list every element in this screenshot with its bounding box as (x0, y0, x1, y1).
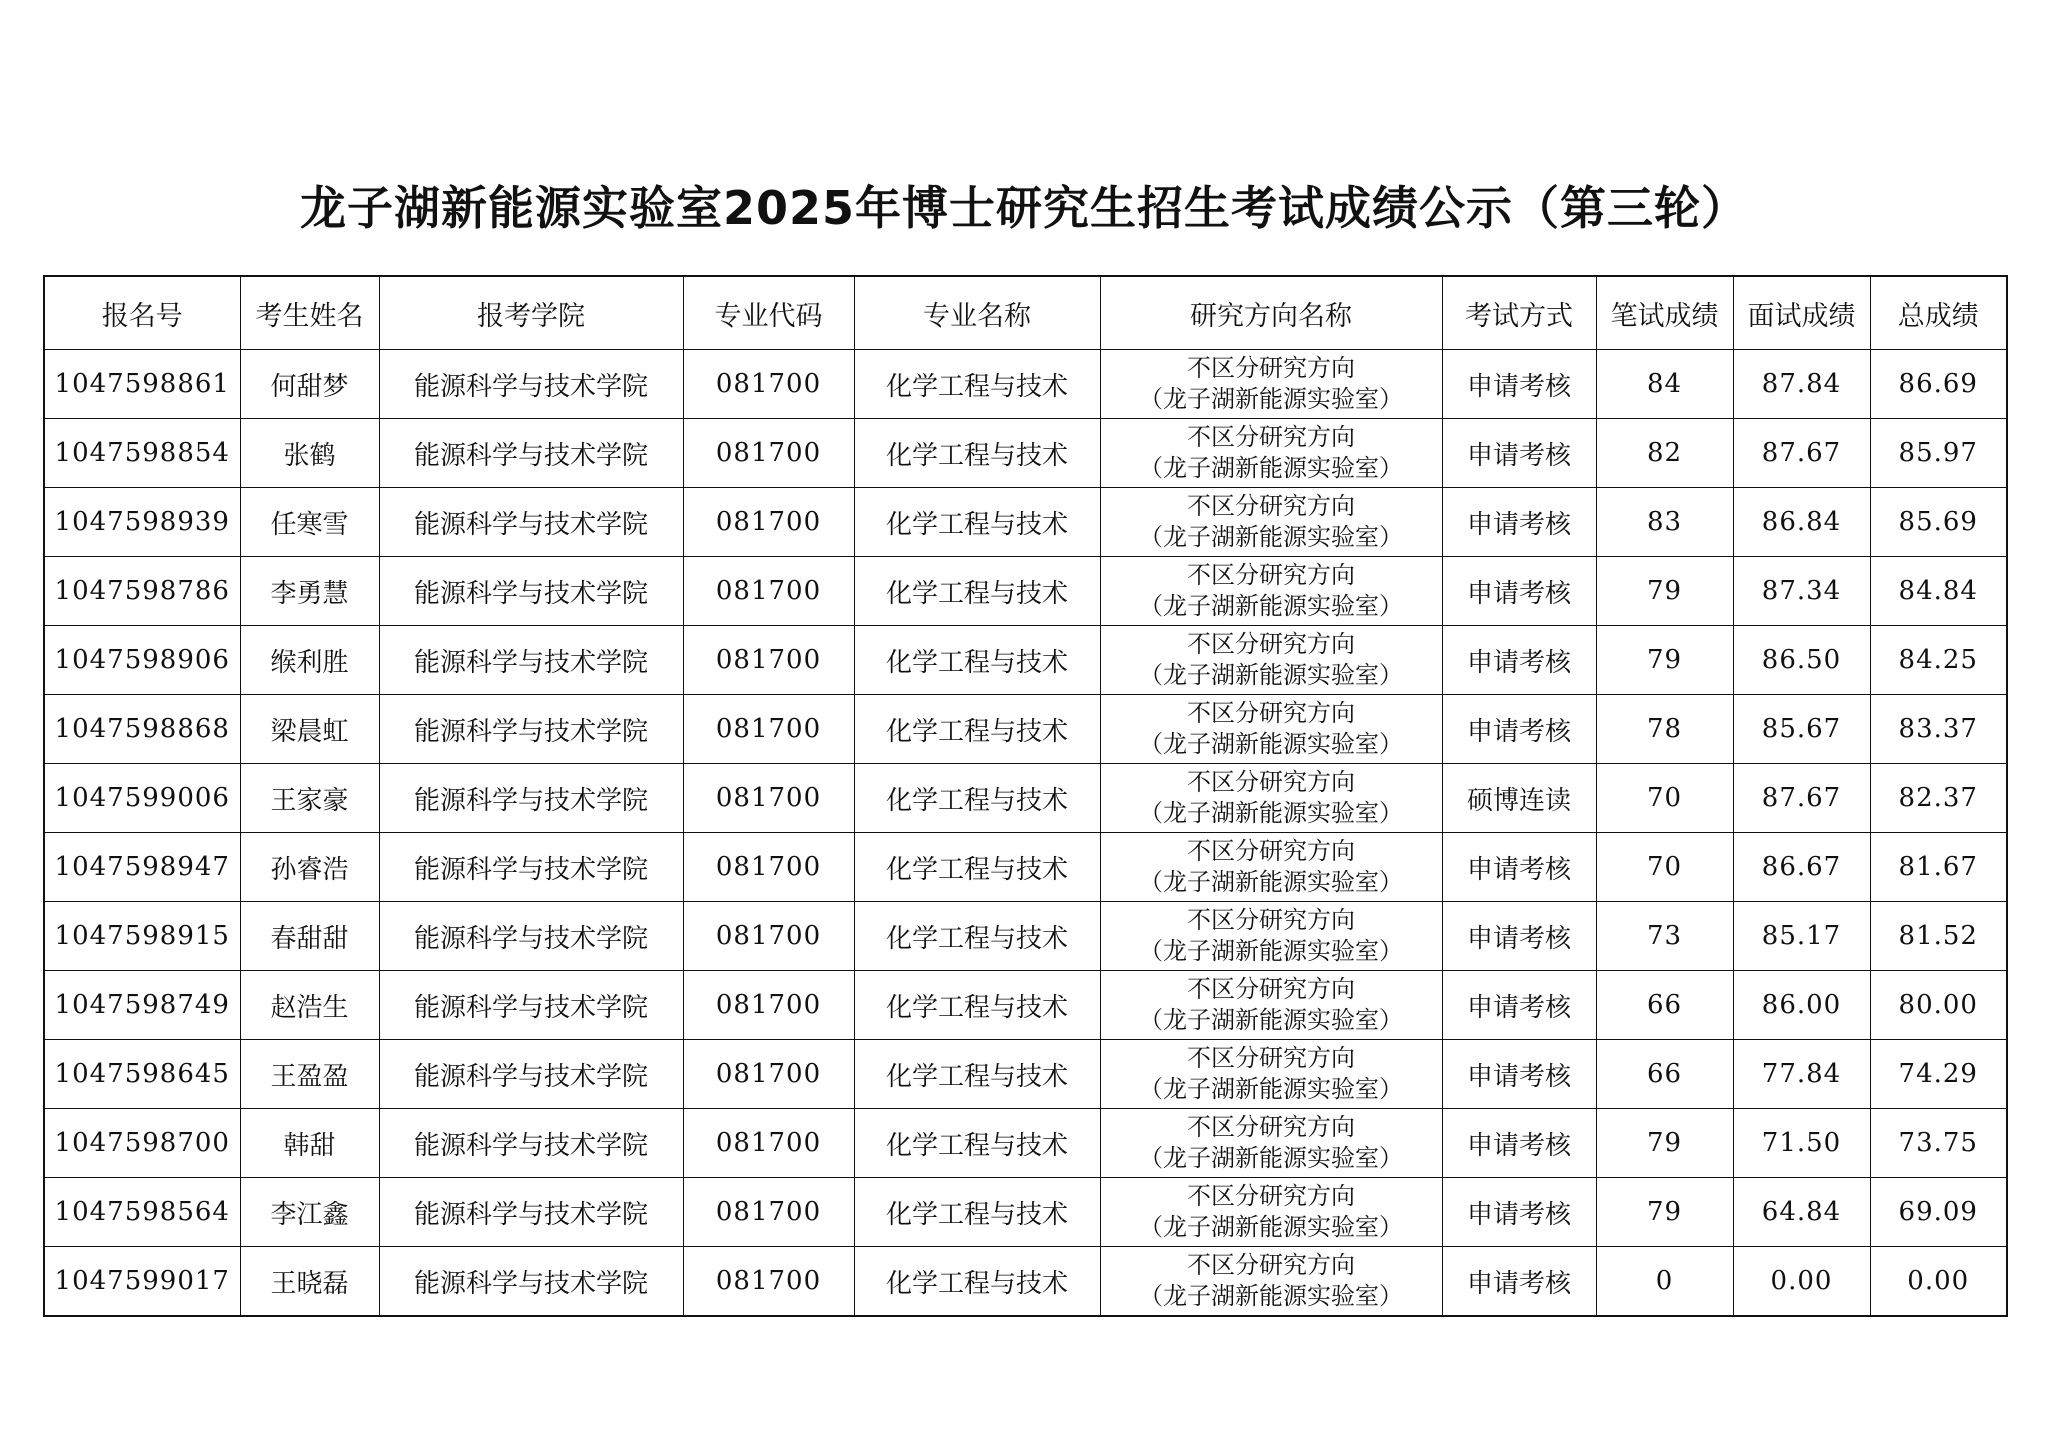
cell-registration-no: 1047598947 (44, 833, 240, 902)
cell-college: 能源科学与技术学院 (379, 1109, 683, 1178)
cell-registration-no: 1047598939 (44, 488, 240, 557)
table-row (44, 488, 2007, 557)
cell-research-direction (1100, 419, 1442, 488)
direction-line-2: （龙子湖新能源实验室） (1139, 592, 1403, 620)
cell-total-score: 82.37 (1870, 764, 2007, 833)
cell-major-name: 化学工程与技术 (854, 971, 1100, 1040)
direction-line-2: （龙子湖新能源实验室） (1139, 1075, 1403, 1103)
cell-registration-no: 1047598915 (44, 902, 240, 971)
cell-registration-no: 1047598645 (44, 1040, 240, 1109)
table-row (44, 350, 2007, 419)
cell-research-direction (1100, 350, 1442, 419)
table-row (44, 419, 2007, 488)
cell-written-score: 79 (1596, 1109, 1733, 1178)
cell-exam-method: 申请考核 (1442, 626, 1596, 695)
cell-candidate-name: 张鹤 (240, 419, 379, 488)
cell-exam-method: 申请考核 (1442, 419, 1596, 488)
cell-research-direction (1100, 1109, 1442, 1178)
header-major-code: 专业代码 (683, 276, 854, 350)
cell-candidate-name: 王盈盈 (240, 1040, 379, 1109)
direction-line-1: 不区分研究方向 (1187, 1182, 1355, 1210)
cell-candidate-name: 王家豪 (240, 764, 379, 833)
cell-exam-method: 申请考核 (1442, 1040, 1596, 1109)
table-row (44, 1109, 2007, 1178)
table-row (44, 626, 2007, 695)
cell-exam-method: 申请考核 (1442, 350, 1596, 419)
cell-interview-score: 87.67 (1733, 419, 1870, 488)
cell-written-score: 82 (1596, 419, 1733, 488)
cell-major-name: 化学工程与技术 (854, 695, 1100, 764)
cell-exam-method: 硕博连读 (1442, 764, 1596, 833)
table-row (44, 557, 2007, 626)
table-row (44, 1040, 2007, 1109)
header-registration-no: 报名号 (44, 276, 240, 350)
cell-interview-score: 87.84 (1733, 350, 1870, 419)
cell-total-score: 86.69 (1870, 350, 2007, 419)
direction-line-1: 不区分研究方向 (1187, 1251, 1355, 1279)
cell-research-direction (1100, 902, 1442, 971)
cell-registration-no: 1047598564 (44, 1178, 240, 1247)
cell-research-direction (1100, 971, 1442, 1040)
cell-candidate-name: 赵浩生 (240, 971, 379, 1040)
direction-line-1: 不区分研究方向 (1187, 423, 1355, 451)
cell-exam-method: 申请考核 (1442, 1178, 1596, 1247)
cell-major-name: 化学工程与技术 (854, 626, 1100, 695)
cell-candidate-name: 孙睿浩 (240, 833, 379, 902)
cell-major-code: 081700 (683, 764, 854, 833)
cell-major-code: 081700 (683, 902, 854, 971)
cell-registration-no: 1047598854 (44, 419, 240, 488)
cell-interview-score: 87.67 (1733, 764, 1870, 833)
cell-interview-score: 0.00 (1733, 1247, 1870, 1317)
score-table (43, 275, 2008, 1317)
cell-college: 能源科学与技术学院 (379, 1247, 683, 1317)
direction-line-1: 不区分研究方向 (1187, 354, 1355, 382)
cell-major-code: 081700 (683, 350, 854, 419)
direction-line-2: （龙子湖新能源实验室） (1139, 730, 1403, 758)
header-interview-score: 面试成绩 (1733, 276, 1870, 350)
cell-major-code: 081700 (683, 1178, 854, 1247)
direction-line-1: 不区分研究方向 (1187, 561, 1355, 589)
cell-major-code: 081700 (683, 833, 854, 902)
cell-research-direction (1100, 1040, 1442, 1109)
cell-candidate-name: 韩甜 (240, 1109, 379, 1178)
cell-written-score: 79 (1596, 557, 1733, 626)
cell-registration-no: 1047598786 (44, 557, 240, 626)
cell-total-score: 73.75 (1870, 1109, 2007, 1178)
direction-line-2: （龙子湖新能源实验室） (1139, 385, 1403, 413)
cell-exam-method: 申请考核 (1442, 488, 1596, 557)
table-row (44, 764, 2007, 833)
header-research-direction: 研究方向名称 (1100, 276, 1442, 350)
cell-written-score: 83 (1596, 488, 1733, 557)
header-total-score: 总成绩 (1870, 276, 2007, 350)
cell-major-code: 081700 (683, 971, 854, 1040)
cell-major-code: 081700 (683, 557, 854, 626)
cell-total-score: 85.69 (1870, 488, 2007, 557)
header-candidate-name: 考生姓名 (240, 276, 379, 350)
direction-line-2: （龙子湖新能源实验室） (1139, 1213, 1403, 1241)
cell-interview-score: 87.34 (1733, 557, 1870, 626)
cell-written-score: 70 (1596, 833, 1733, 902)
cell-exam-method: 申请考核 (1442, 902, 1596, 971)
cell-research-direction (1100, 695, 1442, 764)
cell-exam-method: 申请考核 (1442, 1247, 1596, 1317)
direction-line-2: （龙子湖新能源实验室） (1139, 1282, 1403, 1310)
cell-major-code: 081700 (683, 1247, 854, 1317)
cell-written-score: 78 (1596, 695, 1733, 764)
direction-line-1: 不区分研究方向 (1187, 699, 1355, 727)
direction-line-1: 不区分研究方向 (1187, 975, 1355, 1003)
direction-line-2: （龙子湖新能源实验室） (1139, 454, 1403, 482)
cell-interview-score: 85.67 (1733, 695, 1870, 764)
header-row (44, 276, 2007, 350)
cell-exam-method: 申请考核 (1442, 557, 1596, 626)
header-major-name: 专业名称 (854, 276, 1100, 350)
cell-interview-score: 85.17 (1733, 902, 1870, 971)
cell-registration-no: 1047598700 (44, 1109, 240, 1178)
table-row (44, 971, 2007, 1040)
page-title: 龙子湖新能源实验室2025年博士研究生招生考试成绩公示（第三轮） (299, 181, 1749, 235)
header-exam-method: 考试方式 (1442, 276, 1596, 350)
cell-written-score: 79 (1596, 1178, 1733, 1247)
cell-written-score: 66 (1596, 971, 1733, 1040)
cell-exam-method: 申请考核 (1442, 695, 1596, 764)
cell-research-direction (1100, 1178, 1442, 1247)
cell-major-name: 化学工程与技术 (854, 1040, 1100, 1109)
cell-research-direction (1100, 1247, 1442, 1317)
cell-major-name: 化学工程与技术 (854, 833, 1100, 902)
direction-line-1: 不区分研究方向 (1187, 630, 1355, 658)
cell-interview-score: 86.67 (1733, 833, 1870, 902)
cell-major-code: 081700 (683, 1040, 854, 1109)
direction-line-2: （龙子湖新能源实验室） (1139, 937, 1403, 965)
cell-written-score: 73 (1596, 902, 1733, 971)
cell-exam-method: 申请考核 (1442, 971, 1596, 1040)
cell-registration-no: 1047598749 (44, 971, 240, 1040)
cell-total-score: 80.00 (1870, 971, 2007, 1040)
cell-research-direction (1100, 488, 1442, 557)
cell-college: 能源科学与技术学院 (379, 764, 683, 833)
direction-line-2: （龙子湖新能源实验室） (1139, 799, 1403, 827)
cell-major-name: 化学工程与技术 (854, 557, 1100, 626)
cell-written-score: 79 (1596, 626, 1733, 695)
direction-line-2: （龙子湖新能源实验室） (1139, 1144, 1403, 1172)
cell-research-direction (1100, 764, 1442, 833)
cell-major-name: 化学工程与技术 (854, 1247, 1100, 1317)
cell-exam-method: 申请考核 (1442, 1109, 1596, 1178)
cell-major-name: 化学工程与技术 (854, 488, 1100, 557)
cell-total-score: 0.00 (1870, 1247, 2007, 1317)
cell-interview-score: 77.84 (1733, 1040, 1870, 1109)
cell-major-name: 化学工程与技术 (854, 350, 1100, 419)
cell-total-score: 83.37 (1870, 695, 2007, 764)
header-college: 报考学院 (379, 276, 683, 350)
cell-college: 能源科学与技术学院 (379, 557, 683, 626)
cell-registration-no: 1047599006 (44, 764, 240, 833)
cell-interview-score: 86.50 (1733, 626, 1870, 695)
cell-college: 能源科学与技术学院 (379, 488, 683, 557)
cell-total-score: 85.97 (1870, 419, 2007, 488)
cell-research-direction (1100, 833, 1442, 902)
cell-candidate-name: 何甜梦 (240, 350, 379, 419)
table-row (44, 695, 2007, 764)
cell-interview-score: 71.50 (1733, 1109, 1870, 1178)
direction-line-2: （龙子湖新能源实验室） (1139, 661, 1403, 689)
cell-college: 能源科学与技术学院 (379, 695, 683, 764)
cell-major-name: 化学工程与技术 (854, 1109, 1100, 1178)
cell-interview-score: 86.84 (1733, 488, 1870, 557)
cell-registration-no: 1047598906 (44, 626, 240, 695)
cell-candidate-name: 李勇慧 (240, 557, 379, 626)
cell-major-code: 081700 (683, 1109, 854, 1178)
cell-total-score: 84.84 (1870, 557, 2007, 626)
table-row (44, 833, 2007, 902)
cell-written-score: 70 (1596, 764, 1733, 833)
cell-candidate-name: 任寒雪 (240, 488, 379, 557)
cell-registration-no: 1047599017 (44, 1247, 240, 1317)
cell-major-code: 081700 (683, 626, 854, 695)
direction-line-1: 不区分研究方向 (1187, 906, 1355, 934)
cell-major-name: 化学工程与技术 (854, 1178, 1100, 1247)
cell-registration-no: 1047598868 (44, 695, 240, 764)
direction-line-2: （龙子湖新能源实验室） (1139, 523, 1403, 551)
cell-written-score: 0 (1596, 1247, 1733, 1317)
cell-major-name: 化学工程与技术 (854, 419, 1100, 488)
cell-major-name: 化学工程与技术 (854, 764, 1100, 833)
cell-research-direction (1100, 626, 1442, 695)
cell-interview-score: 86.00 (1733, 971, 1870, 1040)
cell-registration-no: 1047598861 (44, 350, 240, 419)
cell-candidate-name: 梁晨虹 (240, 695, 379, 764)
direction-line-1: 不区分研究方向 (1187, 837, 1355, 865)
cell-college: 能源科学与技术学院 (379, 1178, 683, 1247)
cell-candidate-name: 王晓磊 (240, 1247, 379, 1317)
cell-college: 能源科学与技术学院 (379, 833, 683, 902)
direction-line-1: 不区分研究方向 (1187, 492, 1355, 520)
cell-total-score: 81.52 (1870, 902, 2007, 971)
cell-total-score: 84.25 (1870, 626, 2007, 695)
cell-college: 能源科学与技术学院 (379, 419, 683, 488)
direction-line-1: 不区分研究方向 (1187, 768, 1355, 796)
cell-total-score: 69.09 (1870, 1178, 2007, 1247)
cell-candidate-name: 春甜甜 (240, 902, 379, 971)
cell-written-score: 66 (1596, 1040, 1733, 1109)
cell-exam-method: 申请考核 (1442, 833, 1596, 902)
cell-research-direction (1100, 557, 1442, 626)
cell-college: 能源科学与技术学院 (379, 350, 683, 419)
cell-major-code: 081700 (683, 695, 854, 764)
cell-college: 能源科学与技术学院 (379, 902, 683, 971)
cell-candidate-name: 李江鑫 (240, 1178, 379, 1247)
cell-college: 能源科学与技术学院 (379, 971, 683, 1040)
cell-major-code: 081700 (683, 419, 854, 488)
table-row (44, 902, 2007, 971)
cell-major-code: 081700 (683, 488, 854, 557)
direction-line-1: 不区分研究方向 (1187, 1044, 1355, 1072)
cell-candidate-name: 缑利胜 (240, 626, 379, 695)
direction-line-2: （龙子湖新能源实验室） (1139, 1006, 1403, 1034)
direction-line-2: （龙子湖新能源实验室） (1139, 868, 1403, 896)
cell-college: 能源科学与技术学院 (379, 1040, 683, 1109)
cell-total-score: 74.29 (1870, 1040, 2007, 1109)
header-written-score: 笔试成绩 (1596, 276, 1733, 350)
table-row (44, 1247, 2007, 1317)
cell-major-name: 化学工程与技术 (854, 902, 1100, 971)
table-row (44, 1178, 2007, 1247)
cell-college: 能源科学与技术学院 (379, 626, 683, 695)
cell-total-score: 81.67 (1870, 833, 2007, 902)
direction-line-1: 不区分研究方向 (1187, 1113, 1355, 1141)
cell-written-score: 84 (1596, 350, 1733, 419)
cell-interview-score: 64.84 (1733, 1178, 1870, 1247)
